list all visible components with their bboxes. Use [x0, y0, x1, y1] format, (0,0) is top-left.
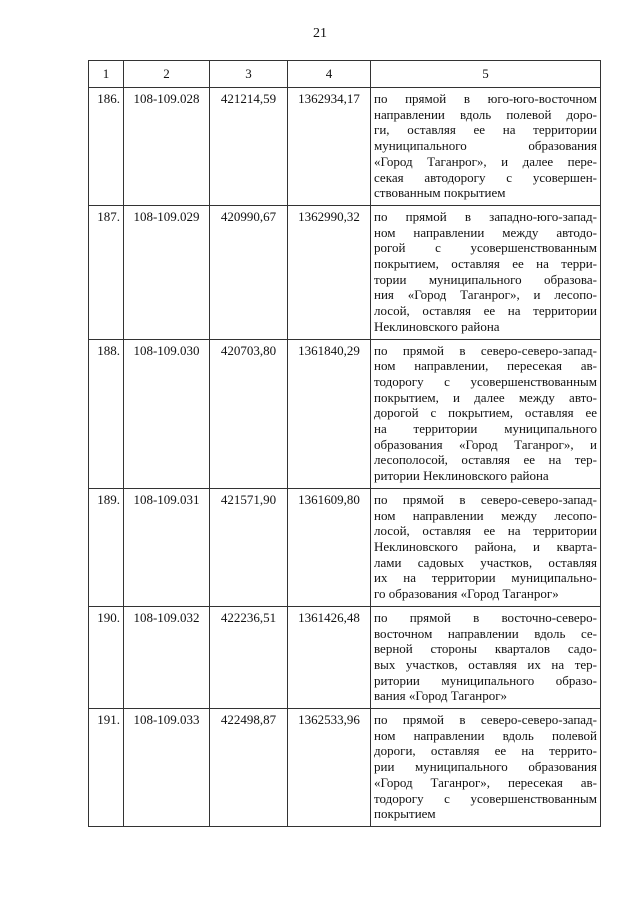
- description-line: ги, оставляя ее на территории: [374, 122, 597, 138]
- description-line: направлении вдоль полевой доро-: [374, 106, 597, 122]
- boundary-description-cell: [371, 488, 601, 606]
- description-line: вания «Город Таганрог»: [374, 688, 508, 704]
- description-line: «Город Таганрог», и далее пере-: [374, 153, 597, 169]
- description-line: рии муниципального образования: [374, 759, 597, 775]
- description-line: лосой, оставляя ее на территории: [374, 523, 597, 539]
- description-line: ном направлении, пересекая ав-: [374, 358, 597, 374]
- table-row: [89, 88, 601, 206]
- coordinate-x-cell: 421214,59: [210, 88, 288, 206]
- table-row: [89, 205, 601, 339]
- description-line: ния «Город Таганрог», и лесопо-: [374, 287, 597, 303]
- description-line: ствованным покрытием: [374, 185, 506, 201]
- description-line: покрытием, и далее между авто-: [374, 389, 597, 405]
- description-line: Неклиновского района, и кварта-: [374, 538, 597, 554]
- point-code-cell: 108-109.028: [124, 88, 210, 206]
- table-header-row: [89, 61, 601, 88]
- header-col-5: 5: [371, 61, 601, 88]
- boundary-description-cell: [371, 339, 601, 488]
- point-code-cell: 108-109.033: [124, 709, 210, 827]
- description-line: образования «Город Таганрог», и: [374, 436, 597, 452]
- point-number-cell: 191.: [89, 709, 124, 827]
- description-line: муниципального образования: [374, 138, 597, 154]
- description-line: по прямой в северо-северо-запад-: [374, 491, 597, 507]
- coordinate-y-cell: 1361609,80: [288, 488, 371, 606]
- point-code-cell: 108-109.031: [124, 488, 210, 606]
- description-line: ритории муниципального образо-: [374, 672, 597, 688]
- point-number-cell: 188.: [89, 339, 124, 488]
- coordinate-y-cell: 1362533,96: [288, 709, 371, 827]
- description-line: покрытием: [374, 806, 436, 822]
- coordinate-x-cell: 420990,67: [210, 205, 288, 339]
- point-code-cell: 108-109.032: [124, 606, 210, 708]
- description-line: «Город Таганрог», пересекая ав-: [374, 774, 597, 790]
- table-row: [89, 709, 601, 827]
- table-row: [89, 339, 601, 488]
- description-line: лосой, оставляя ее на территории: [374, 303, 597, 319]
- description-line: по прямой в северо-северо-запад-: [374, 712, 597, 728]
- description-line: верной стороны кварталов садо-: [374, 641, 597, 657]
- description-line: лами садовых участков, оставляя: [374, 554, 597, 570]
- point-code-cell: 108-109.030: [124, 339, 210, 488]
- description-line: секая автодорогу с усовершен-: [374, 169, 597, 185]
- coordinate-x-cell: 420703,80: [210, 339, 288, 488]
- description-line: по прямой в восточно-северо-: [374, 609, 597, 625]
- header-col-3: 3: [210, 61, 288, 88]
- description-line: тории муниципального образова-: [374, 271, 597, 287]
- point-code-cell: 108-109.029: [124, 205, 210, 339]
- description-line: тодорогу с усовершенствованным: [374, 373, 597, 389]
- boundary-description-cell: [371, 205, 601, 339]
- point-number-cell: 189.: [89, 488, 124, 606]
- description-line: ритории Неклиновского района: [374, 468, 549, 484]
- point-number-cell: 190.: [89, 606, 124, 708]
- coordinate-y-cell: 1361840,29: [288, 339, 371, 488]
- description-line: вых участков, оставляя их на тер-: [374, 656, 597, 672]
- description-line: восточном направлении вдоль се-: [374, 625, 597, 641]
- coordinate-y-cell: 1361426,48: [288, 606, 371, 708]
- description-line: лесополосой, оставляя ее на тер-: [374, 452, 597, 468]
- description-line: ном направлении между лесопо-: [374, 507, 597, 523]
- description-line: дороги, оставляя ее на террито-: [374, 743, 597, 759]
- description-line: Неклиновского района: [374, 318, 500, 334]
- boundary-description-cell: [371, 88, 601, 206]
- boundary-description-cell: [371, 709, 601, 827]
- coordinate-x-cell: 421571,90: [210, 488, 288, 606]
- boundary-description-cell: [371, 606, 601, 708]
- description-line: покрытием, оставляя ее на терри-: [374, 256, 597, 272]
- point-number-cell: 186.: [89, 88, 124, 206]
- header-col-2: 2: [124, 61, 210, 88]
- description-line: ном направлении вдоль полевой: [374, 727, 597, 743]
- description-line: по прямой в северо-северо-запад-: [374, 342, 597, 358]
- table-row: [89, 488, 601, 606]
- description-line: дорогой с покрытием, оставляя ее: [374, 405, 597, 421]
- description-line: ном направлении между автодо-: [374, 224, 597, 240]
- description-line: по прямой в юго-юго-восточном: [374, 91, 597, 106]
- coordinate-y-cell: 1362934,17: [288, 88, 371, 206]
- coordinate-y-cell: 1362990,32: [288, 205, 371, 339]
- description-line: го образования «Город Таганрог»: [374, 586, 559, 602]
- coordinate-x-cell: 422498,87: [210, 709, 288, 827]
- point-number-cell: 187.: [89, 205, 124, 339]
- description-line: тодорогу с усовершенствованным: [374, 790, 597, 806]
- description-line: рогой с усовершенствованным: [374, 240, 597, 256]
- description-line: на территории муниципального: [374, 421, 597, 437]
- description-line: их на территории муниципально-: [374, 570, 597, 586]
- coordinate-x-cell: 422236,51: [210, 606, 288, 708]
- header-col-1: 1: [89, 61, 124, 88]
- boundary-points-table: [88, 60, 601, 827]
- description-line: по прямой в западно-юго-запад-: [374, 208, 597, 224]
- table-row: [89, 606, 601, 708]
- table-body: [89, 88, 601, 827]
- page-number: 21: [313, 26, 327, 41]
- header-col-4: 4: [288, 61, 371, 88]
